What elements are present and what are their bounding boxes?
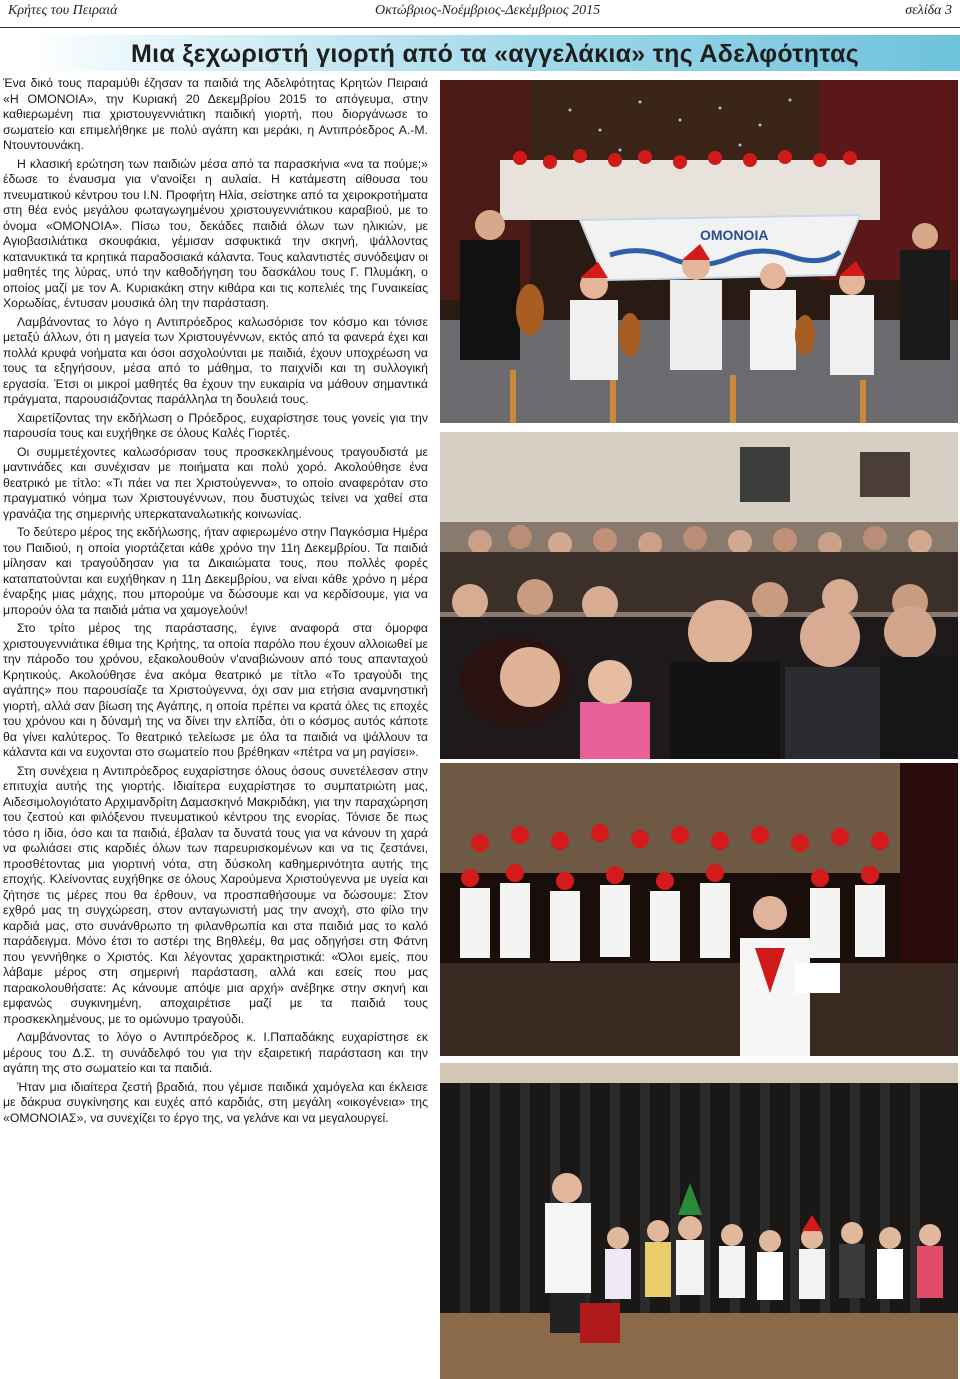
photo-closing-stage-image: [440, 1063, 958, 1379]
article-body: [3, 76, 428, 1129]
photo-audience-image: [440, 432, 958, 759]
paragraph: Στο τρίτο μέρος της παράστασης, έγινε αναφορά στα όμορφα χριστουγεννιάτικα έθιμα της Κρήτης, τα οποία παρόλο που έχουν αλλοιωθεί με την πάροδο του χρόνου, εξακολουθούν ν'αναβιώνουν από τους απανταχού Κρητικούς. Ακολούθησε ένα ακόμα θεατρικό με τίτλο «Το τραγούδι της αγάπης» που παρουσίαζε τα Χριστούγεννα, όχι σαν μια ετήσια αναμνηστική γιορτή, αλλά σαν βίωση της Αγάπης, η οποία πρέπει να κρατά όλες τις εποχές του χρόνου και η δύναμή της να δίνει την ελπίδα, ότι ο κόσμος αυτός κάποτε θα γίνει καλύτερος. Το θεατρικό τελείωσε με όλα τα παιδιά να ψάλλουν τα κάλαντα και να ευχονται στο σωματείο που βρέθηκαν «πέτρα να μη ραγίσει».: [3, 621, 428, 759]
paragraph: Οι συμμετέχοντες καλωσόρισαν τους προσκεκλημένους τραγουδιστά με μαντινάδες και συνέχισαν με ποιήματα και πολύ χορό. Ακολούθησε ένα θεατρικό με τίτλο: «Τι πάει να πει Χριστούγεννα», το οποίο αναφερόταν στο πραγματικό νόημα των Χριστουγέννων, που δυστυχώς τείνει να χαθεί στα γρανάζια της σημερινής υπερκαταναλωτικής κοινωνίας.: [3, 444, 428, 521]
paragraph: Λαμβάνοντας το λόγο η Αντιπρόεδρος καλωσόρισε τον κόσμο και τόνισε μεταξύ άλλων, ότι η μαγεία των Χριστουγέννων, εκτός από τα φανερά έχει και πολλά κρυφά νοήματα και όσοι ασχολούνται με παιδιά, έχουν υποχρέωση να τους τα εξηγήσουν, μέσα από το μάθημα, το παιχνίδι και τη συλλογική εργασία. Έτσι οι μικροί μαθητές θα έχουν την ευκαιρία να μάθουν σημαντικά πράγματα, παρουσιάζοντας παράλληλα τη δουλειά τους.: [3, 314, 428, 406]
paragraph: Ένα δικό τους παραμύθι έζησαν τα παιδιά της Αδελφότητας Κρητών Πειραιά «Η ΟΜΟΝΟΙΑ», την Κυριακή 20 Δεκεμβρίου 2015 το απόγευμα, στην καθιερωμένη πια χριστουγεννιάτικη παιδική γιορτή, που διοργάνωσε το σωματείο και επιμελήθηκε με πολύ αγάπη και μεράκι, η Αντιπρόεδρος Α.-Μ. Ντουντουνάκη.: [3, 76, 428, 152]
paragraph: Ήταν μια ιδιαίτερα ζεστή βραδιά, που γέμισε παιδικά χαμόγελα και έκλεισε με δάκρυα συγκίνησης και ευχές από καρδιάς, στη μεγάλη «οικογένεια» της «ΟΜΟΝΟΙΑΣ», να συνεχίζει το έργο της, να γελάνε και να μεγαλουργεί.: [3, 1079, 428, 1125]
paragraph: Λαμβάνοντας το λόγο ο Αντιπρόεδρος κ. Ι.Παπαδάκης ευχαρίστησε εκ μέρους του Δ.Σ. τη συνάδελφό του για την εξαιρετική παράσταση και την αγάπη της στο σωματείο και τα παιδιά.: [3, 1030, 428, 1075]
header-page-number: σελίδα 3: [905, 3, 952, 18]
photo-lyra-players-stage: [440, 80, 958, 423]
photo-children-choir: [440, 763, 958, 1056]
paragraph: Στη συνέχεια η Αντιπρόεδρος ευχαρίστησε όλους όσους συνετέλεσαν στην επιτυχία αυτής της γιορτής. Ιδιαίτερα ευχαρίστησε το συμπατριώτη μας, Αιδεσιμολογιότατο Αρχιμανδρίτη Δαμασκηνό Μακριδάκη, για την παραχώρηση του ζεστού και φιλόξενου πνευματικού κέντρου της ενορίας. Τόνισε δε πως τόσο η ίδια, όσο και τα παιδιά, έβαλαν τα δυνατά τους για να κάνουν τη χαρά να φωλιάσει στις καρδιές όλων των παρευρισκομένων και να τις ζεστάνει, προσθέτοντας μια γιορτινή νότα, στη δύσκολη καθημερινότητα αυτής της εποχής. Κλείνοντας ευχήθηκε σε όλους Χαρούμενα Χριστούγεννα με υγεία και ζήτησε τις μέρες που θα έρθουν, να προσπαθήσουμε να δώσουμε: Στον εχθρό μας τη συγχώρεση, στον ανταγωνιστή μας την ανοχή, στο φίλο την καρδιά μας, στο συνάνθρωπο τη φιλανθρωπία και στα παιδιά μας το καλό παράδειγμα. Μόνο έτσι το αστέρι της Βηθλεέμ, θα μας οδηγήσει στη Φάτνη που γεννήθηκε ο Χριστός. Και λέγοντας χαρακτηριστικά: «Όλοι εμείς, που λάβαμε μέρος στη σημερινή παράσταση, αλλά και εσείς που μας παρακολουθήσατε: Ας κάνουμε απόψε μια αρχή» ανέβηκε στην σκηνή και εμφανώς συγκινημένη, αποχαιρέτισε μαζί με τα παιδιά τους προσκεκλημένους, με το ομώνυμο τραγούδι.: [3, 763, 428, 1026]
paragraph: Το δεύτερο μέρος της εκδήλωσης, ήταν αφιερωμένο στην Παγκόσμια Ημέρα του Παιδιού, η οποία γιορτάζεται κάθε χρόνο την 11η Δεκεμβρίου. Τα παιδιά μίλησαν και τραγούδησαν για τα Δικαιώματα τους, που πολλές φορές καταπατούνται και ευχήθηκαν η 11η Δεκεμβρίου, να είναι κάθε χρόνο η μέρα έναρξης μιας μάχης, που μπορούμε να δώσουμε και να κερδίσουμε, για να μπορούν όλα τα παιδιά μάτια να χαμογελούν!: [3, 525, 428, 617]
page-header: [0, 0, 960, 26]
photo-children-choir-image: [440, 763, 958, 1056]
header-publication: Κρήτες του Πειραιά: [8, 3, 118, 18]
photo-lyra-players-stage-image: [440, 80, 958, 423]
ship-name: ΟΜΟΝΟΙΑ: [700, 227, 769, 243]
paragraph: Χαιρετίζοντας την εκδήλωση ο Πρόεδρος, ευχαρίστησε τους γονείς για την παρουσία τους και ευχήθηκε σε όλους Καλές Γιορτές.: [3, 410, 428, 440]
paragraph: Η κλασική ερώτηση των παιδιών μέσα από τα παρασκήνια «να τα πούμε;» έδωσε το έναυσμα για ν'ανοίξει η αυλαία. Η κατάμεστη αίθουσα του πνευματικού κέντρου του Ι.Ν. Προφήτη Ηλία, σείστηκε από τα χειροκροτήματα στη θέα ενός μεγάλου φωταγωγημένου χριστουγεννιάτικου καραβιού, με το όνομα «ΟΜΟΝΟΙΑ». Πίσω του, δεκάδες παιδιά όλων των ηλικιών, με Αγιοβασιλιάτικα σκουφάκια, γέμισαν ασφυκτικά την σκηνή, ψάλλοντας κατανυκτικά τα κρητικά παραδοσιακά κάλαντα. Τους καλαντιστές συνόδεψαν οι μαθητές της λύρας, υπό την καθοδήγηση του δασκάλου τους Γ. Πλυμάκη, ο οποίος μαζί με τον Α. Κυριακάκη στην κιθάρα και τις κοπελιές της Γυναικείας Χορωδίας, έντυσαν μουσικά όλη την παράσταση.: [3, 156, 428, 310]
header-rule: [0, 27, 960, 28]
header-issue-date: Οκτώβριος-Νοέμβριος-Δεκέμβριος 2015: [375, 3, 601, 18]
photo-closing-stage: [440, 1063, 958, 1379]
article-title: Μια ξεχωριστή γιορτή από τα «αγγελάκια» της Αδελφότητας: [130, 40, 860, 68]
photo-audience: [440, 432, 958, 759]
